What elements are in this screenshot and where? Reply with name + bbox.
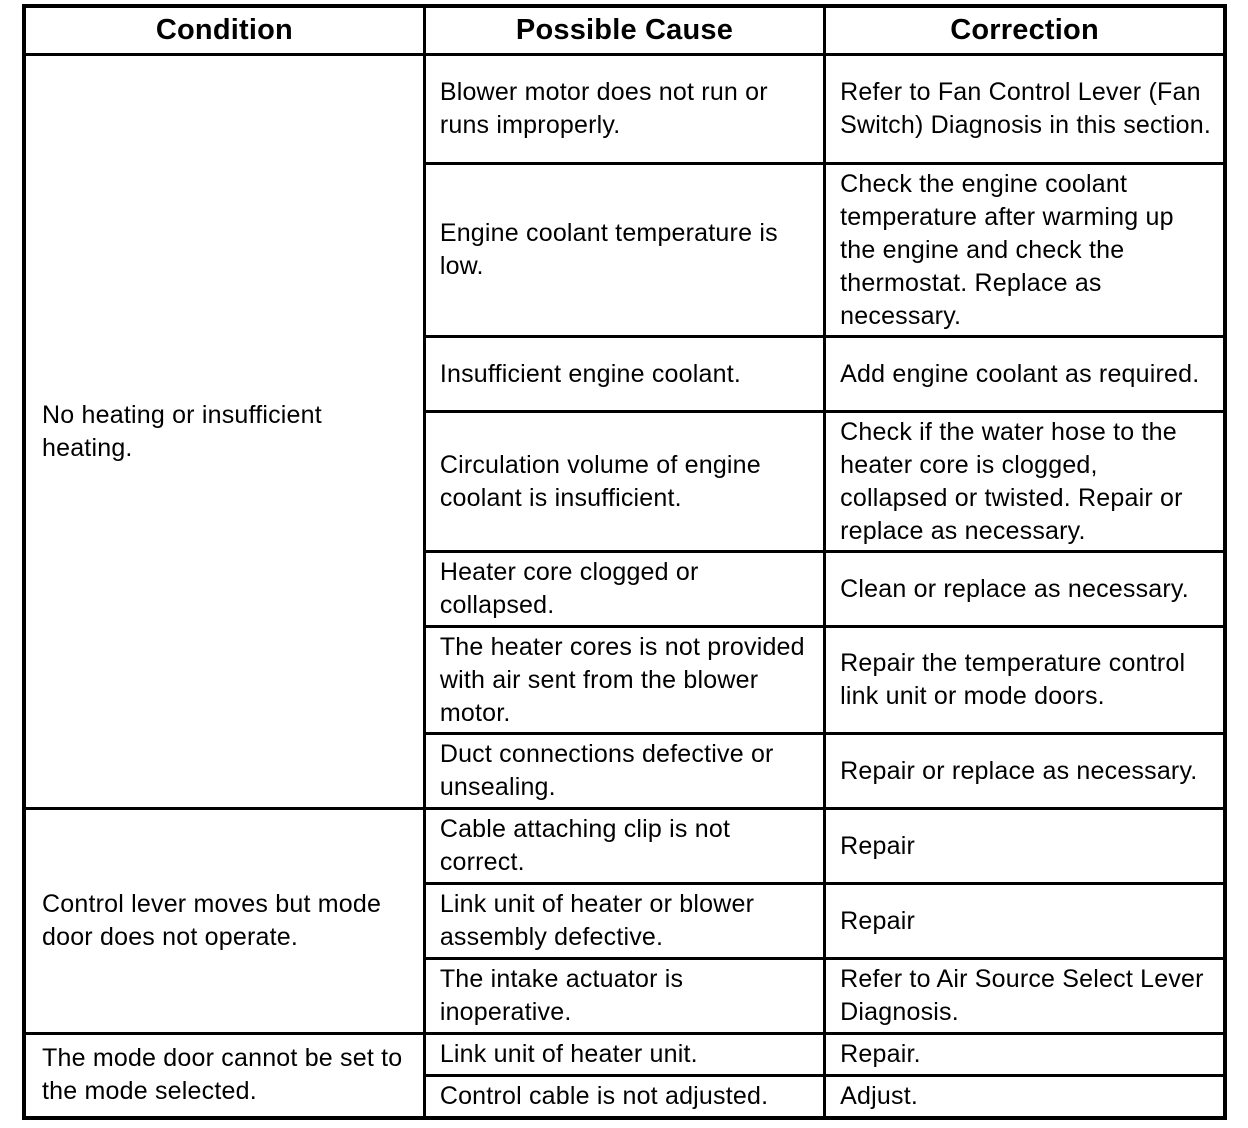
cause-cell: Circulation volume of engine coolant is insufficient.	[424, 412, 824, 552]
table-row	[24, 1034, 1225, 1076]
cause-cell: The heater cores is not provided with air sent from the blower motor.	[424, 627, 824, 734]
cause-cell: Blower motor does not run or runs improperly.	[424, 55, 824, 164]
correction-cell: Add engine coolant as required.	[825, 337, 1225, 412]
header-correction: Correction	[825, 6, 1225, 55]
correction-cell: Refer to Air Source Select Lever Diagnosis.	[825, 959, 1225, 1034]
correction-cell: Repair	[825, 884, 1225, 959]
header-condition: Condition	[24, 6, 424, 55]
cause-cell: Engine coolant temperature is low.	[424, 164, 824, 337]
cause-cell: Duct connections defective or unsealing.	[424, 734, 824, 809]
correction-cell: Repair	[825, 809, 1225, 884]
table-row	[24, 809, 1225, 884]
correction-cell: Repair or replace as necessary.	[825, 734, 1225, 809]
table-row	[24, 55, 1225, 164]
cause-cell: The intake actuator is inoperative.	[424, 959, 824, 1034]
header-row	[24, 6, 1225, 55]
correction-cell: Repair the temperature control link unit or mode doors.	[825, 627, 1225, 734]
condition-cell: No heating or insufficient heating.	[24, 55, 424, 809]
diagnosis-table	[22, 4, 1227, 1120]
correction-cell: Clean or replace as necessary.	[825, 552, 1225, 627]
cause-cell: Link unit of heater or blower assembly defective.	[424, 884, 824, 959]
correction-cell: Adjust.	[825, 1076, 1225, 1118]
cause-cell: Link unit of heater unit.	[424, 1034, 824, 1076]
cause-cell: Insufficient engine coolant.	[424, 337, 824, 412]
condition-cell: The mode door cannot be set to the mode selected.	[24, 1034, 424, 1118]
cause-cell: Cable attaching clip is not correct.	[424, 809, 824, 884]
correction-cell: Refer to Fan Control Lever (Fan Switch) Diagnosis in this section.	[825, 55, 1225, 164]
correction-cell: Repair.	[825, 1034, 1225, 1076]
header-possible-cause: Possible Cause	[424, 6, 824, 55]
cause-cell: Heater core clogged or collapsed.	[424, 552, 824, 627]
correction-cell: Check the engine coolant temperature after warming up the engine and check the thermostat. Replace as necessary.	[825, 164, 1225, 337]
correction-cell: Check if the water hose to the heater core is clogged, collapsed or twisted. Repair or replace as necessary.	[825, 412, 1225, 552]
condition-cell: Control lever moves but mode door does not operate.	[24, 809, 424, 1034]
cause-cell: Control cable is not adjusted.	[424, 1076, 824, 1118]
